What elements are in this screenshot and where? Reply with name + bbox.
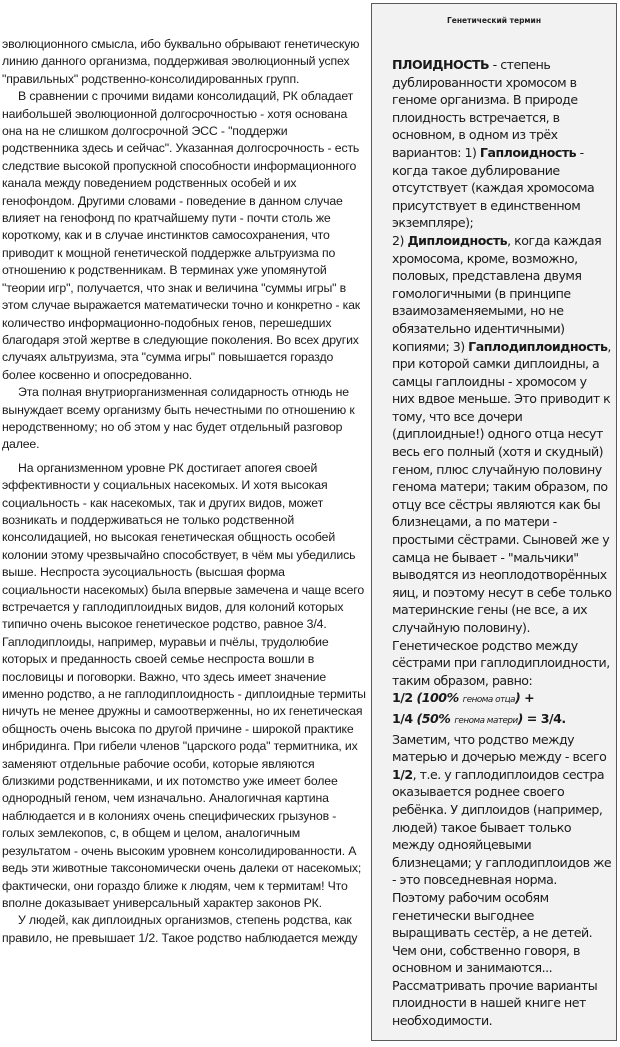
- genetic-term-sidebar: [371, 3, 617, 1041]
- haplodiploidy-term: Гаплодиплоидность: [468, 338, 608, 354]
- paragraph: эволюционного смысла, ибо буквально обрывают генетическую линию данного организма, поддерживая эволюционный успех "правильных" родственно-консолидированных групп.: [2, 37, 360, 86]
- paragraph: На организменном уровне РК достигает апогея своей эффективности у социальных насекомых. И хотя высокая социальность - как насекомых, так и других видов, может возникать и поддерживаться не только родственной консолидацией, но высокая генетическая общность особей колонии этому чрезвычайно способствует, в чём мы убедились выше. Неспроста эусоциальность (высшая форма социальности насекомых) была впервые замечена и чаще всего встречается у гаплодиплоидных видов, для колоний которых типично очень высокое генетическое родство, равное 3/4. Гаплодиплоиды, например, муравьи и пчёлы, трудолюбие которых и преданность своей семье неспроста вошли в пословицы и поговорки. Важно, что здесь имеет значение именно родство, а не гаплодиплоидность - диплоидные термиты ничуть не менее дружны и самоотверженны, но их генетическая общность очень высока по другой причине - широкой практике инбридинга. При гибели членов "царского рода" термитника, их заменяют отдельные рабочие особи, которые являются близкими родственниками, и их потомство уже имеет более однородный геном, чем изначально. Аналогичная картина наблюдается и в колониях очень специфических грызунов - голых землекопов, с, в общем и целом, аналогичным результатом - очень высоким уровнем консолидированности. А ведь эти животные таксономически очень далеки от насекомых; фактически, они гораздо ближе к людям, чем к термитам! Что вполне доказывает универсальный характер законов РК.: [2, 460, 366, 910]
- diploidy-term: Диплоидность: [407, 232, 508, 248]
- sidebar-body: [392, 56, 612, 1030]
- paragraph: Эта полная внутриорганизменная солидарность отнюдь не вынуждает всему организму быть нечестными по отношению к неродственному; но об этом у нас будет отдельный разговор далее.: [2, 385, 355, 452]
- paragraph: У людей, как диплоидных организмов, степень родства, как правило, не превышает 1/2. Такое родство наблюдается между: [2, 913, 358, 945]
- closing-paragraph: Рассматривать прочие варианты плоидности в нашей книге нет необходимости.: [392, 977, 598, 1029]
- formula-line-2: 1/4 (50% генома матери) = 3/4.: [392, 710, 566, 726]
- formula-line-1: 1/2 (100% генома отца) +: [392, 690, 535, 706]
- relation-intro: Генетическое родство между сёстрами при гаплодиплоидности, таким образом, равно:: [392, 637, 610, 688]
- sidebar-title: Генетический термин: [447, 16, 541, 25]
- definition-paragraph: ПЛОИДНОСТЬ - степень дублированности хромосом в геноме организма. В природе плоидность встречается, в основном, в одном из трёх вариантов: 1) Гаплоидность - когда такое дублирование отсутствует (каждая хромосома присутствует в единственном экземпляре); 2) Диплоидность, когда каждая хромосома, кроме, возможно, половых, представлена двумя гомологичными (в принципе взаимозаменяемыми, но не обязательно идентичными) копиями; 3) Гаплодиплоидность, при которой самки диплоидны, а самцы гаплоидны - хромосом у них вдвое меньше. Это приводит к тому, что все дочери (диплоидные!) одного отца несут весь его полный (хотя и скудный) геном, плюс случайную половину генома матери; таким образом, по отцу все сёстры являются как бы близнецами, а по матери - простыми сёстрами. Сыновей же у самца не бывает - "мальчики" выводятся из неоплодотворённых яиц, и поэтому несут в себе только материнские гены (не все, а их случайную половину).: [392, 57, 612, 635]
- paragraph: В сравнении с прочими видами консолидаций, РК обладает наибольшей эволюционной долгосрочностью - хотя основана она на не слишком долгосрочной ЭСС - "поддержи родственника здесь и сейчас". Указанная долгосрочность - есть следствие высокой пропускной способности информационного канала между поведением родственных особей и их генофондом. Другими словами - поведение в данном случае влияет на генофонд по кратчайшему пути - почти столь же короткому, как и в случае инстинктов самосохранения, что приводит к мощной генетической поддержке альтруизма по отношению к родственникам. В терминах уже упомянутой "теории игр", получается, что знак и величина "суммы игры" в этом случае выражается математически точно и конкретно - как количество информационно-подобных генов, перешедших благодаря этой жертве в следующие поколения. Во всех других случаях альтруизма, эта "сумма игры" повышается гораздо более косвенно и опосредованно.: [2, 89, 361, 382]
- haploidy-term: Гаплоидность: [479, 144, 577, 160]
- term-heading: ПЛОИДНОСТЬ: [392, 57, 490, 72]
- main-text-column: [2, 36, 366, 947]
- conclusion-paragraph: Заметим, что родство между матерью и дочерью между - всего 1/2, т.е. у гаплодиплоидов сестра оказывается роднее своего ребёнка. У диплоидов (например, людей) такое бывает только между однояйцевыми близнецами; у гаплодиплоидов же - это повседневная норма. Поэтому рабочим особям генетически выгоднее выращивать сестёр, а не детей. Чем они, собственно говоря, в основном и занимаются...: [392, 731, 612, 976]
